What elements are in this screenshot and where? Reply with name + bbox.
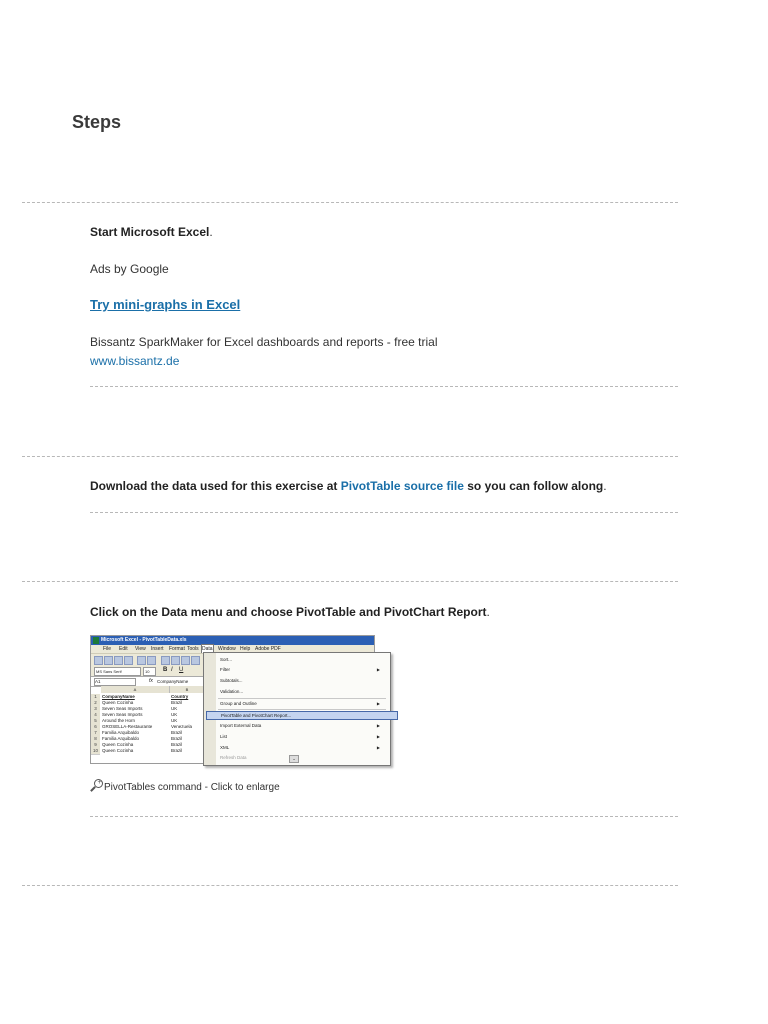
menu-separator [218,698,386,699]
menu-item-validation: Validation... [220,689,244,694]
table-row: 9 Queen Cozinha Brazil [91,742,374,748]
table-row: 7 Familia Arquibaldo Brazil [91,730,374,736]
menu-separator [218,709,386,710]
spelling-icon [147,656,156,665]
menu-item-import-label: Import External Data [220,723,262,728]
step-divider [22,581,678,582]
excel-app-icon [93,637,99,644]
print-icon [124,656,133,665]
menu-item-xml-label: XML [220,745,230,750]
step-divider [22,885,678,886]
menu-item-list [220,733,384,740]
step2-text-end: . [603,479,607,493]
excel-window-title: Microsoft Excel - PivotTableData.xls [101,637,187,643]
copy-icon [171,656,180,665]
excel-menu-file: File [103,646,112,652]
step3-instruction [90,605,490,619]
excel-menu-view: View [135,646,146,652]
excel-menu-format: Format [169,646,185,652]
step3-instruction-end: . [486,605,490,619]
excel-menu-help: Help [240,646,251,652]
menu-item-group-outline [220,700,384,707]
excel-menu-edit: Edit [119,646,128,652]
excel-menu-tools: Tools [187,646,199,652]
font-box: MS Sans Serif [94,667,141,676]
menu-item-list-label: List [220,734,228,739]
magnify-plus-icon [90,779,103,792]
size-box: 10 [143,667,156,676]
table-row: 5 Around the Horn UK [91,718,374,724]
pivottable-source-file-link[interactable]: PivotTable source file [340,479,464,493]
table-row: 6 GROSELLA-Restaurante Venezuela [91,724,374,730]
undo-icon [191,656,200,665]
submenu-arrow-icon: ▶ [376,723,380,728]
submenu-arrow-icon: ▶ [376,667,380,672]
ads-label: Ads by Google [90,262,169,276]
image-caption-text: PivotTables command - Click to enlarge [104,782,280,793]
formula-value: CompanyName [157,679,189,684]
name-box: A1 [94,678,136,686]
ad-title-link[interactable]: Try mini-graphs in Excel [90,297,241,312]
excel-title-bar [91,636,374,645]
table-row: 4 Seven Seas Imports UK [91,712,374,718]
menu-item-filter-label: Filter [220,667,230,672]
menu-item-filter [220,666,384,673]
submenu-arrow-icon: ▶ [376,745,380,750]
menu-item-xml [220,744,384,751]
step1-instruction-end: . [209,225,213,239]
step1-instruction [90,225,213,239]
step1-instruction-text: Start Microsoft Excel [90,225,210,239]
fx-icon: fx [149,678,153,684]
menu-item-pivottable-report: PivotTable and PivotChart Report... [206,711,398,720]
step2-text-before: Download the data used for this exercise at [90,479,341,493]
menu-item-group-outline-label: Group and Outline [220,701,257,706]
column-header-b: B [170,686,205,693]
table-row: 10 Queen Cozinha Brazil [92,748,183,753]
excel-menu-data: Data [202,646,213,652]
step-divider [90,816,678,817]
excel-data-menu [203,652,391,766]
new-icon [94,656,103,665]
image-caption[interactable] [90,779,280,793]
italic-icon: I [171,667,173,673]
ad-url-link[interactable]: www.bissantz.de [90,354,180,368]
step2-text-after: so you can follow along [463,479,604,493]
excel-menu-adobe-pdf: Adobe PDF [255,646,281,652]
save-icon [114,656,123,665]
step-divider [90,386,678,387]
menu-icon-gutter [204,653,216,765]
table-row: 3 Seven Seas Imports UK [91,706,374,712]
menu-expand-icon: ⌄ [289,755,299,763]
magnify-handle [90,786,96,792]
step-divider [22,456,678,457]
underline-icon: U [179,667,184,673]
steps-heading: Steps [72,112,122,132]
open-icon [104,656,113,665]
magnify-plus-sign: + [97,779,102,786]
submenu-arrow-icon: ▶ [376,734,380,739]
table-row: 8 Familia Arquibaldo Brazil [91,736,374,742]
menu-item-subtotals: Subtotals... [220,678,243,683]
step2-instruction [90,479,607,493]
table-row: 2 Queen Cozinha Brazil [91,700,374,706]
menu-item-refresh-data: Refresh Data [220,755,247,760]
table-row: 1 CompanyName Country [91,694,374,700]
cut-icon [161,656,170,665]
submenu-arrow-icon: ▶ [376,701,380,706]
menu-item-sort: Sort... [220,657,233,662]
menu-item-import-external-data [220,722,384,729]
ad-description: Bissantz SparkMaker for Excel dashboards and reports - free trial [90,335,438,349]
excel-menu-window: Window [218,646,236,652]
step-divider [22,202,678,203]
step3-instruction-text: Click on the Data menu and choose PivotTable and PivotChart Report [90,605,487,619]
column-header-a: A [101,686,170,693]
pivottable-screenshot[interactable] [90,635,380,764]
bold-icon: B [163,667,168,673]
excel-menu-insert: Insert [151,646,164,652]
step-divider [90,512,678,513]
preview-icon [137,656,146,665]
paste-icon [181,656,190,665]
